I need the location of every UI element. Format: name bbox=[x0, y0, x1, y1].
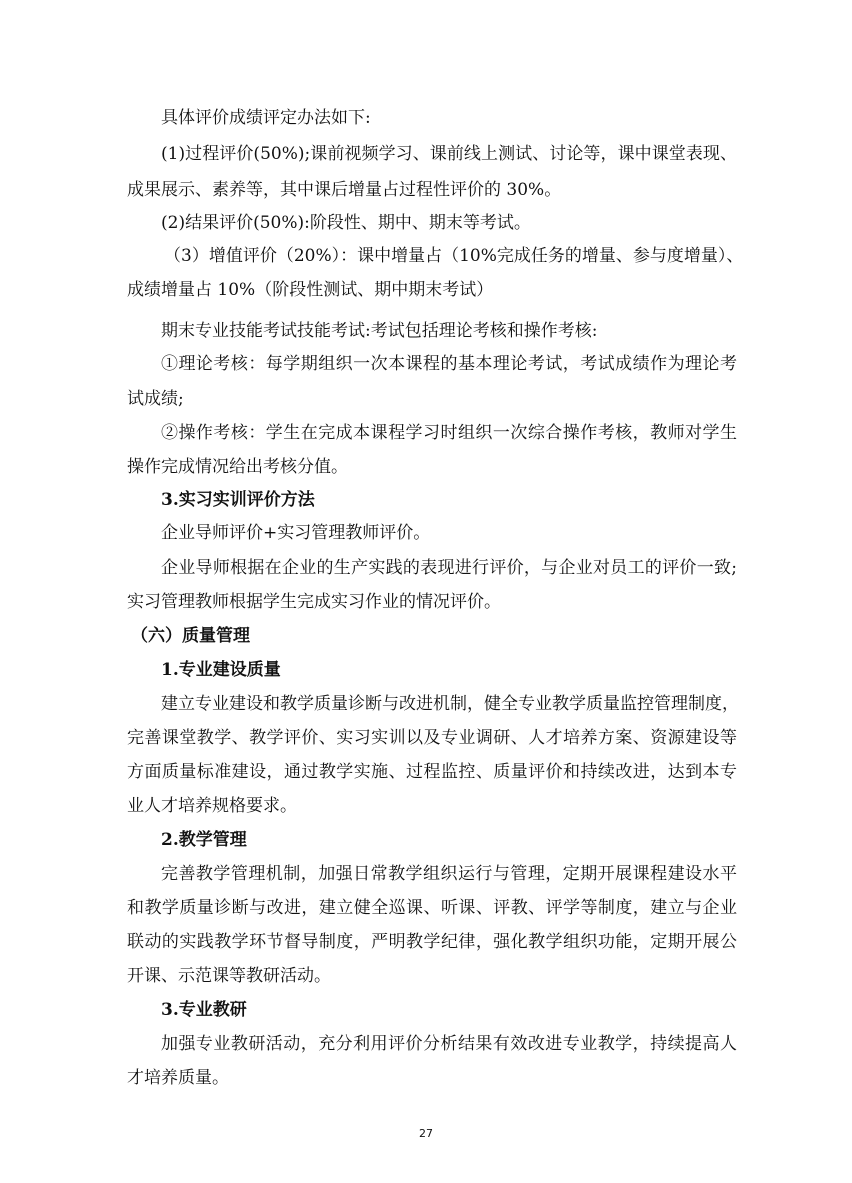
paragraph-line: 实习管理教师根据学生完成实习作业的情况评价。 bbox=[127, 592, 501, 612]
paragraph-line: 试成绩; bbox=[127, 389, 184, 409]
paragraph-line: 业人才培养规格要求。 bbox=[127, 796, 297, 816]
paragraph-line: 联动的实践教学环节督导制度，严明教学纪律，强化教学组织功能，定期开展公 bbox=[127, 932, 737, 952]
paragraph-line: 和教学质量诊断与改进，建立健全巡课、听课、评教、评学等制度，建立与企业 bbox=[127, 898, 737, 918]
subsection-heading: 1.专业建设质量 bbox=[161, 660, 281, 680]
paragraph-line: 企业导师根据在企业的生产实践的表现进行评价，与企业对员工的评价一致; bbox=[161, 558, 737, 578]
paragraph-line: 完善教学管理机制，加强日常教学组织运行与管理，定期开展课程建设水平 bbox=[161, 864, 737, 884]
paragraph-line: 具体评价成绩评定办法如下: bbox=[161, 108, 371, 128]
subsection-heading: 3.实习实训评价方法 bbox=[161, 490, 315, 510]
subsection-heading: 2.教学管理 bbox=[161, 830, 247, 850]
subsection-heading: 3.专业教研 bbox=[161, 1000, 247, 1020]
paragraph-line: 完善课堂教学、教学评价、实习实训以及专业调研、人才培养方案、资源建设等 bbox=[127, 728, 737, 748]
paragraph-line: 操作完成情况给出考核分值。 bbox=[127, 457, 348, 477]
paragraph-line: 才培养质量。 bbox=[127, 1068, 229, 1088]
paragraph-line: ②操作考核：学生在完成本课程学习时组织一次综合操作考核，教师对学生 bbox=[161, 423, 737, 443]
paragraph-line: （3）增值评价（20%）：课中增量占（10%完成任务的增量、参与度增量）、 bbox=[164, 246, 744, 266]
paragraph-line: (1)过程评价(50%);课前视频学习、课前线上测试、讨论等，课中课堂表现、 bbox=[161, 144, 737, 164]
paragraph-line: 成果展示、素养等，其中课后增量占过程性评价的 30%。 bbox=[127, 180, 562, 200]
paragraph-line: 加强专业教研活动，充分利用评价分析结果有效改进专业教学，持续提高人 bbox=[161, 1034, 737, 1054]
paragraph-line: 开课、示范课等教研活动。 bbox=[127, 966, 331, 986]
paragraph-line: 期末专业技能考试技能考试:考试包括理论考核和操作考核: bbox=[161, 321, 598, 341]
paragraph-line: 建立专业建设和教学质量诊断与改进机制，健全专业教学质量监控管理制度， bbox=[161, 694, 739, 714]
paragraph-line: 企业导师评价+实习管理教师评价。 bbox=[161, 523, 431, 543]
page-number: 27 bbox=[419, 1127, 433, 1140]
section-heading: （六）质量管理 bbox=[131, 626, 250, 646]
paragraph-line: ①理论考核：每学期组织一次本课程的基本理论考试，考试成绩作为理论考 bbox=[161, 354, 737, 374]
paragraph-line: (2)结果评价(50%):阶段性、期中、期末等考试。 bbox=[161, 213, 531, 233]
paragraph-line: 成绩增量占 10%（阶段性测试、期中期末考试） bbox=[127, 280, 494, 300]
paragraph-line: 方面质量标准建设，通过教学实施、过程监控、质量评价和持续改进，达到本专 bbox=[127, 762, 737, 782]
